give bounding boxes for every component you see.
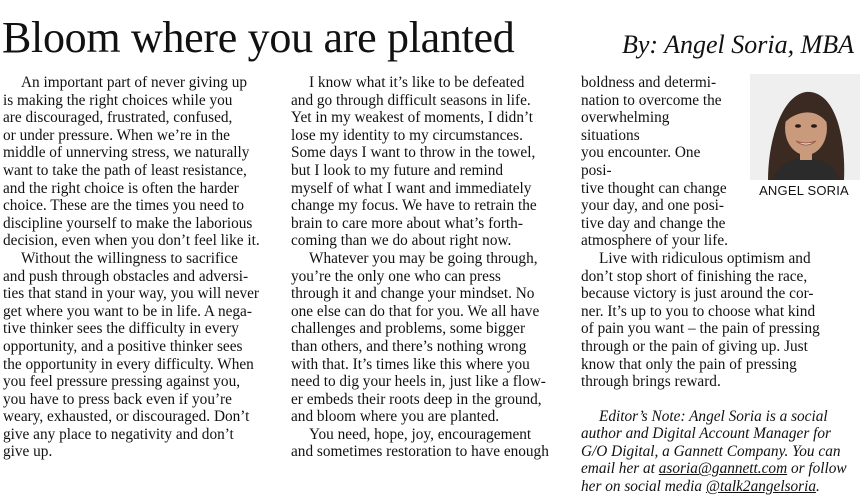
paragraph: An important part of never giving up is making the right choices while you are discouraged, frustrated, confused, or under pressure. When we’re in the middle of unnerving stress, we naturally want to take the path of least resistance, and the right choice is often the harder choice. These are the times you need to discipline yourself to make the laborious decision, even when you don’t feel like it. bbox=[3, 74, 260, 250]
paragraph: You need, hope, joy, encouragement and sometimes restoration to have enough bbox=[291, 425, 549, 461]
editors-note-text: . bbox=[816, 478, 820, 496]
paragraph: boldness and determi- nation to overcome the overwhelming situations you encounter. One posi- tive thought can change your day, and one posi- tive day and change the atmosphere of your life. bbox=[581, 74, 728, 250]
column-1 bbox=[3, 74, 285, 461]
social-handle-link[interactable]: @talk2angelsoria bbox=[705, 478, 817, 496]
photo-caption: ANGEL SORIA bbox=[759, 183, 849, 198]
column-3 bbox=[581, 74, 866, 496]
paragraph: Live with ridiculous optimism and don’t stop short of finishing the race, because victory is just around the cor- ner. It’s up to you to choose what kind of pain you want – the pain of pressing through or the pain of giving up. Just know that only the pain of pressing through brings reward. bbox=[581, 249, 820, 391]
headline: Bloom where you are planted bbox=[2, 13, 515, 62]
column-2 bbox=[291, 74, 571, 461]
editors-note-text: Editor’s Note: Angel Soria is a social author and Digital Account Manager for G/O Digital, a Gannett Company. You can email her at bbox=[581, 407, 841, 478]
paragraph: Without the willingness to sacrifice and push through obstacles and adversi- ties that stand in your way, you will never get where you want to be in life. A nega- tive thinker sees the difficulty in every opportunity, and a positive thinker sees the opportunity in every difficulty. When you feel pressure pressing against you, you have to press back even if you’re weary, exhausted, or discouraged. Don’t give any place to negativity and don’t give up. bbox=[3, 249, 260, 461]
paragraph: Whatever you may be going through, you’re the only one who can press through it and change your mindset. No one else can do that for you. We all have challenges and problems, some bigger than others, and there’s nothing wrong with that. It’s times like this where you need to dig your heels in, just like a flow- er embeds their roots deep in the ground, and bloom where you are planted. bbox=[291, 249, 546, 426]
email-link[interactable]: asoria@gannett.com bbox=[658, 460, 788, 478]
byline: By: Angel Soria, MBA bbox=[621, 30, 854, 59]
paragraph: I know what it’s like to be defeated and go through difficult seasons in life. Yet in my weakest of moments, I didn’t lose my identity to my circumstances. Some days I want to throw in the towel, but I look to my future and remind myself of what I want and immediately change my focus. We have to retrain the brain to care more about what’s forth- coming than we do about right now. bbox=[291, 74, 537, 250]
editors-note-text: or follow her on social media bbox=[581, 460, 847, 496]
editors-note bbox=[581, 408, 866, 496]
